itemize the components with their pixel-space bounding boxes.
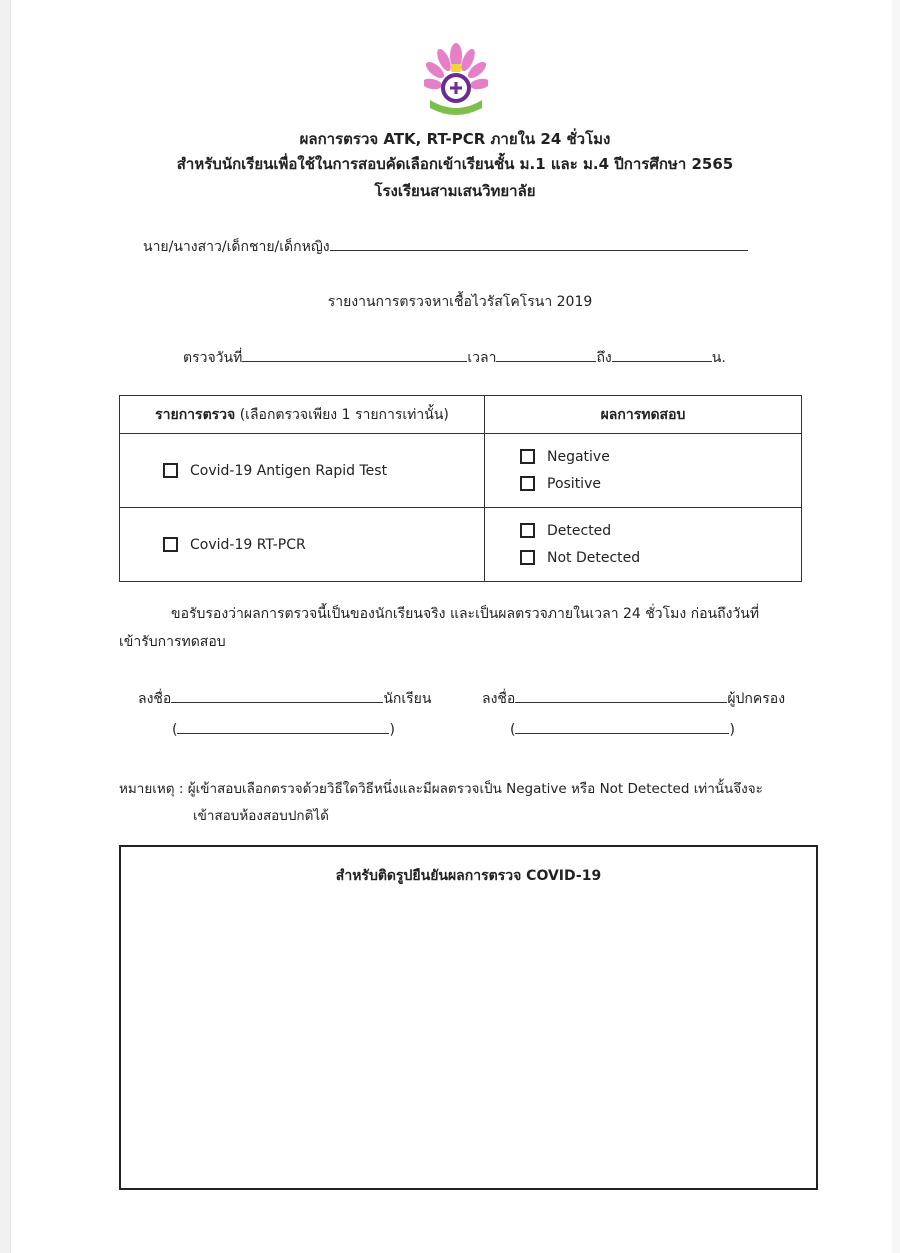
note-text-1: ผู้เข้าสอบเลือกตรวจด้วยวิธีใดวิธีหนึ่งและมีผลตรวจเป็น Negative หรือ Not Detected เท่านั้นจึงจะ (187, 781, 763, 797)
open-paren: ( (510, 722, 516, 738)
name-label: นาย/นางสาว/เด็กชาย/เด็กหญิง (143, 239, 330, 255)
student-role-label: นักเรียน (383, 691, 432, 707)
note-line-1 (119, 779, 763, 799)
parent-printed-name-row (510, 719, 735, 740)
col-header-test-note: (เลือกตรวจเพียง 1 รายการเท่านั้น) (239, 406, 449, 423)
test-name-antigen: Covid-19 Antigen Rapid Test (190, 462, 388, 479)
table-header-row (120, 396, 802, 434)
col-header-test-bold: รายการตรวจ (155, 406, 236, 423)
time-end-field[interactable] (612, 347, 712, 362)
student-signature-field[interactable] (171, 688, 383, 703)
certification-line-1: ขอรับรองว่าผลการตรวจนี้เป็นของนักเรียนจริง และเป็นผลตรวจภายในเวลา 24 ชั่วโมง ก่อนถึงวันที่ (171, 606, 760, 622)
report-heading: รายงานการตรวจหาเชื้อไวรัสโคโรนา 2019 (327, 294, 593, 310)
checkbox-rt-pcr[interactable] (163, 537, 178, 552)
result-detected-label: Detected (547, 522, 612, 539)
unit-label: น. (711, 350, 726, 366)
checkbox-not-detected[interactable] (520, 550, 535, 565)
student-printed-name-row (172, 719, 395, 740)
photo-attachment-box (119, 845, 818, 1190)
time-label: เวลา (467, 350, 497, 366)
table-row (120, 508, 802, 582)
note-line-2: เข้าสอบห้องสอบปกติได้ (193, 808, 329, 824)
student-sign-label: ลงชื่อ (138, 691, 172, 707)
test-cell (120, 508, 485, 582)
parent-signature-row (482, 688, 785, 709)
time-start-field[interactable] (496, 347, 596, 362)
open-paren: ( (172, 722, 178, 738)
result-not-detected-label: Not Detected (547, 549, 641, 566)
checkbox-positive[interactable] (520, 476, 535, 491)
checkbox-antigen-test[interactable] (163, 463, 178, 478)
school-logo (424, 42, 488, 118)
date-time-row (183, 347, 726, 368)
school-emblem-icon (424, 42, 488, 118)
test-table (119, 395, 802, 582)
close-paren: ) (729, 722, 735, 738)
certification-line-2: เข้ารับการทดสอบ (119, 634, 226, 650)
result-cell (485, 508, 802, 582)
parent-sign-label: ลงชื่อ (482, 691, 516, 707)
title-line-3: โรงเรียนสามเสนวิทยาลัย (374, 182, 536, 200)
student-signature-row (138, 688, 431, 709)
to-label: ถึง (596, 350, 612, 366)
checkbox-negative[interactable] (520, 449, 535, 464)
photo-box-title: สำหรับติดรูปยืนยันผลการตรวจ COVID-19 (335, 868, 602, 884)
name-field[interactable] (330, 236, 748, 251)
test-cell (120, 434, 485, 508)
table-row (120, 434, 802, 508)
date-label: ตรวจวันที่ (183, 350, 243, 366)
student-printed-name-field[interactable] (177, 719, 389, 734)
result-negative-label: Negative (547, 448, 610, 465)
parent-role-label: ผู้ปกครอง (727, 691, 786, 707)
title-line-1: ผลการตรวจ ATK, RT-PCR ภายใน 24 ชั่วโมง (299, 130, 611, 148)
name-row (143, 236, 748, 257)
parent-printed-name-field[interactable] (515, 719, 729, 734)
close-paren: ) (389, 722, 395, 738)
result-cell (485, 434, 802, 508)
col-header-result (485, 396, 802, 434)
test-name-rt-pcr: Covid-19 RT-PCR (190, 536, 306, 553)
date-field[interactable] (242, 347, 467, 362)
result-positive-label: Positive (547, 475, 601, 492)
note-label: หมายเหตุ : (119, 781, 184, 797)
title-line-2: สำหรับนักเรียนเพื่อใช้ในการสอบคัดเลือกเข้าเรียนชั้น ม.1 และ ม.4 ปีการศึกษา 2565 (176, 155, 734, 173)
col-header-result-label: ผลการทดสอบ (600, 406, 686, 423)
parent-signature-field[interactable] (515, 688, 727, 703)
col-header-test (120, 396, 485, 434)
checkbox-detected[interactable] (520, 523, 535, 538)
